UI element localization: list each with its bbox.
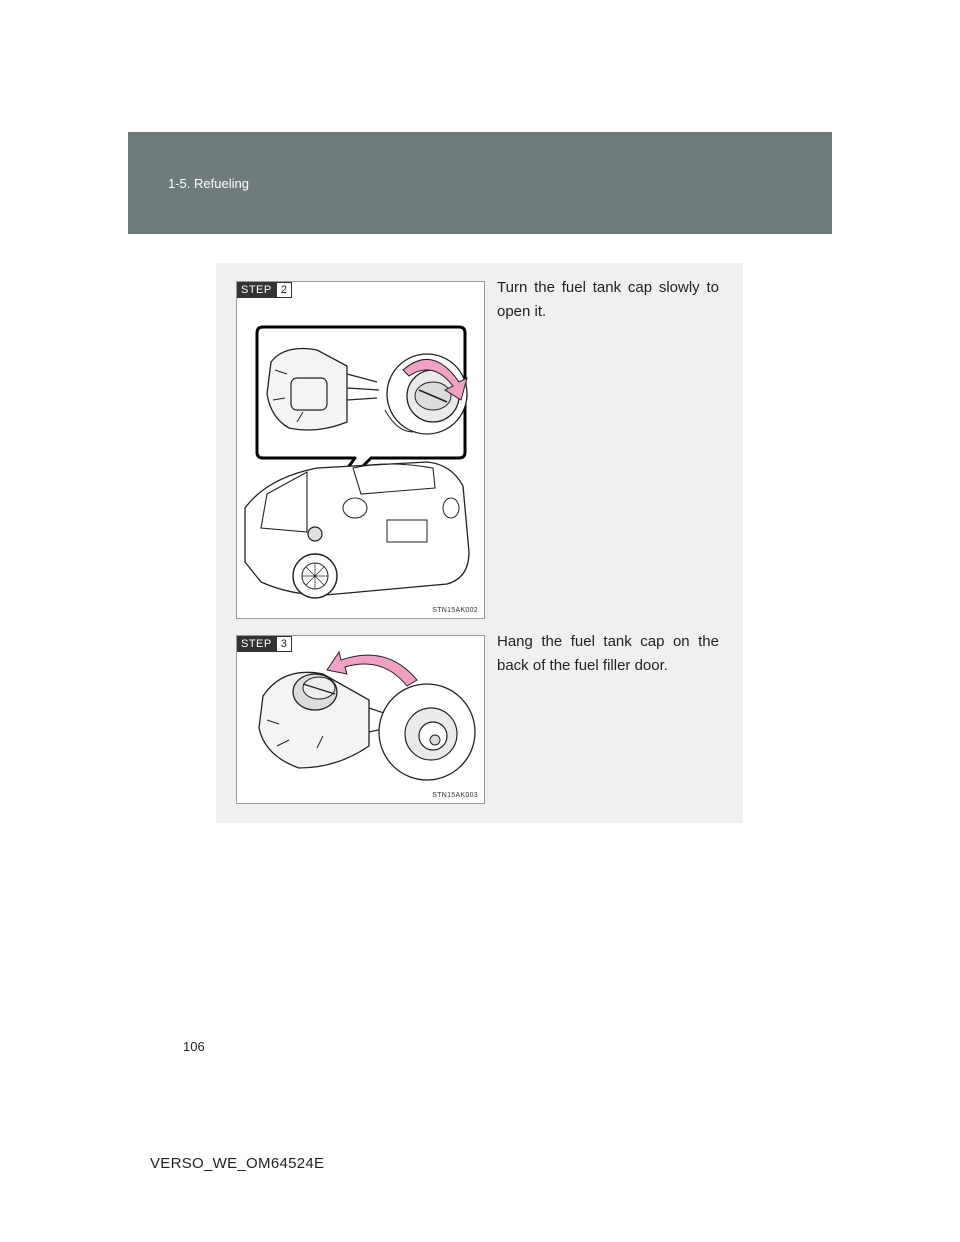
fuel-cap-hanging-drawing bbox=[237, 636, 485, 804]
step-number: 3 bbox=[276, 636, 292, 652]
step-3-badge bbox=[237, 636, 292, 652]
document-code: VERSO_WE_OM64524E bbox=[150, 1155, 325, 1172]
figure-code: STN15AK003 bbox=[432, 792, 478, 799]
step-3-instruction: Hang the fuel tank cap on the back of the fuel filler door. bbox=[497, 633, 719, 674]
step-label: STEP bbox=[237, 282, 276, 298]
step-2-badge bbox=[237, 282, 292, 298]
step-label: STEP bbox=[237, 636, 276, 652]
section-title: 1-5. Refueling bbox=[168, 176, 249, 191]
procedure-panel bbox=[216, 263, 743, 823]
figure-code: STN15AK002 bbox=[432, 607, 478, 614]
step-2-instruction: Turn the fuel tank cap slowly to open it. bbox=[497, 279, 719, 320]
step-number: 2 bbox=[276, 282, 292, 298]
step-3-illustration bbox=[236, 635, 485, 804]
section-header bbox=[128, 132, 832, 234]
fuel-cap-open-drawing bbox=[237, 282, 485, 619]
step-2-illustration bbox=[236, 281, 485, 619]
page-number: 106 bbox=[183, 1039, 205, 1054]
